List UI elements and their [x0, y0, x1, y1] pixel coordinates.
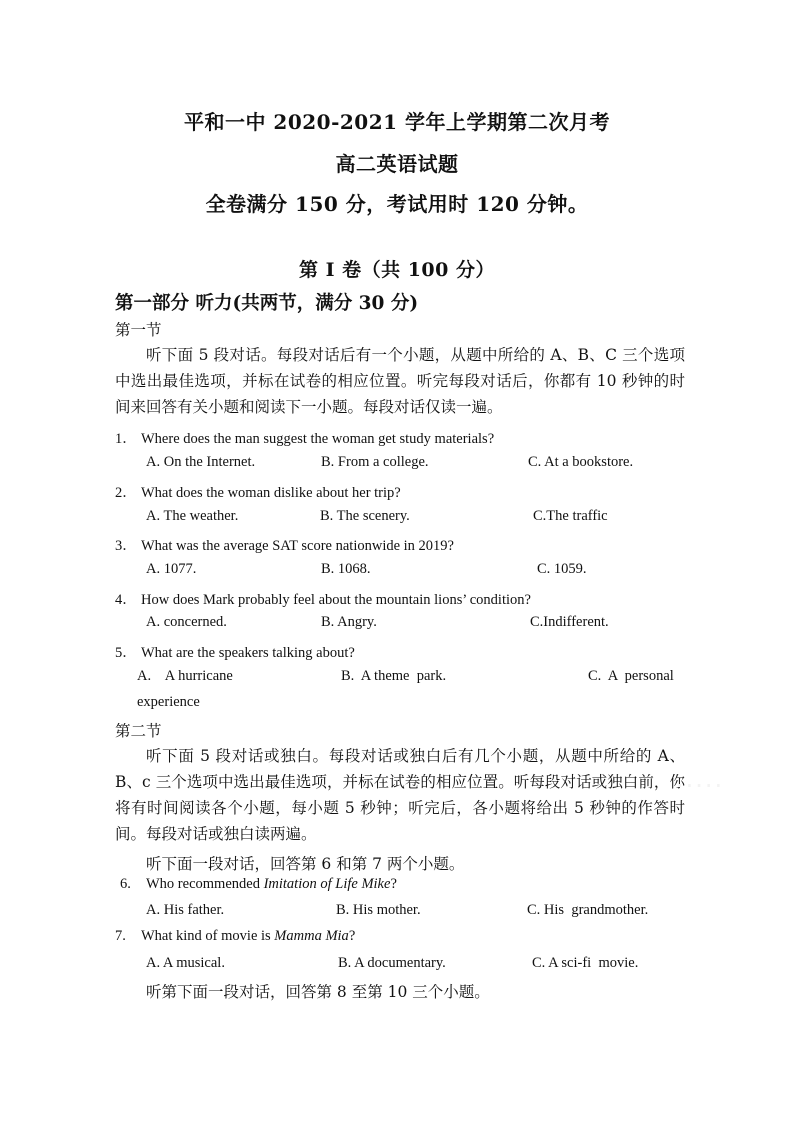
- question-1: [115, 427, 494, 448]
- question-text-italic: Mamma Mia: [274, 928, 349, 944]
- question-number: 1．: [115, 431, 137, 447]
- q2-option-a: A. The weather.: [146, 508, 239, 524]
- volume-title: 第 I 卷（共 100 分）: [298, 259, 495, 281]
- question-text: What are the speakers talking about?: [141, 645, 355, 661]
- exam-title: 平和一中 2020-2021 学年上学期第二次月考: [183, 110, 611, 134]
- question-5: [115, 641, 355, 662]
- question-text: What was the average SAT score nationwide in 2019?: [141, 538, 454, 554]
- q7-option-b: B. A documentary.: [338, 955, 446, 971]
- question-text-italic: Imitation of Life Mike: [263, 876, 391, 892]
- q2-option-c: C.The traffic: [533, 508, 608, 524]
- section2-label: 第二节: [115, 722, 162, 740]
- q1-option-a: A. On the Internet.: [146, 454, 256, 470]
- q5-option-b: B. A theme park.: [341, 668, 447, 684]
- q7-option-a: A. A musical.: [146, 955, 225, 971]
- q3-option-c: C. 1059.: [537, 561, 587, 577]
- q5-option-c-wrap: experience: [137, 694, 200, 710]
- q2-option-b: B. The scenery.: [320, 508, 410, 524]
- section2-instructions: 听下面 5 段对话或独白。每段对话或独白后有几个小题，从题中所给的 A、B、c 三个选项中选出最佳选项，并标在试卷的相应位置。听每段对话或独白前，你将有时间阅读各个小题，每小题 5 秒钟；听完后，各小题将给出 5 秒钟的作答时间。每段对话或独白读两遍。: [115, 747, 685, 843]
- exam-subject: 高二英语试题: [335, 152, 459, 176]
- q5-option-c: C. A personal: [588, 668, 674, 684]
- q1-option-b: B. From a college.: [321, 454, 429, 470]
- question-text: What does the woman dislike about her trip?: [141, 485, 401, 501]
- q6-option-a: A. His father.: [146, 902, 225, 918]
- question-number: 6.: [120, 876, 131, 892]
- question-text: How does Mark probably feel about the mountain lions’ condition?: [141, 592, 531, 608]
- section2-lead-1: 听下面一段对话，回答第 6 和第 7 两个小题。: [146, 855, 465, 873]
- question-text-prefix: What kind of movie is: [141, 928, 275, 944]
- question-4: [115, 588, 531, 609]
- part1-title: 第一部分 听力(共两节，满分 30 分): [115, 293, 419, 314]
- q6-option-c: C. His grandmother.: [527, 902, 649, 918]
- q6-option-b: B. His mother.: [336, 902, 421, 918]
- q4-option-b: B. Angry.: [321, 614, 377, 630]
- q1-option-c: C. At a bookstore.: [528, 454, 634, 470]
- q5-option-a: A. A hurricane: [137, 668, 233, 684]
- q3-option-b: B. 1068.: [321, 561, 371, 577]
- exam-score-time: 全卷满分 150 分，考试用时 120 分钟。: [205, 192, 589, 216]
- question-2: [115, 481, 401, 502]
- q7-option-c: C. A sci-fi movie.: [532, 955, 639, 971]
- q4-option-c: C.Indifferent.: [530, 614, 609, 630]
- q4-option-a: A. concerned.: [146, 614, 227, 630]
- question-number: 2．: [115, 485, 137, 501]
- question-number: 4．: [115, 592, 137, 608]
- question-text: Where does the man suggest the woman get study materials?: [141, 431, 495, 447]
- section1-instructions: 听下面 5 段对话。每段对话后有一个小题，从题中所给的 A、B、C 三个选项中选出最佳选项，并标在试卷的相应位置。听完每段对话后，你都有 10 秒钟的时间来回答有关小题和阅读下一小题。每段对话仅读一遍。: [115, 346, 685, 416]
- section2-lead-2: 听第下面一段对话，回答第 8 至第 10 三个小题。: [146, 983, 490, 1001]
- question-7: [115, 928, 355, 945]
- question-3: [115, 534, 454, 555]
- question-text-suffix: ?: [390, 876, 397, 892]
- section1-label: 第一节: [115, 321, 162, 339]
- question-text-prefix: Who recommended: [146, 876, 264, 892]
- question-text-suffix: ?: [348, 928, 356, 944]
- question-number: 5．: [115, 645, 137, 661]
- question-number: 7.: [115, 928, 126, 944]
- q3-option-a: A. 1077.: [146, 561, 197, 577]
- watermark: ·····: [676, 772, 725, 800]
- question-6: [120, 876, 397, 893]
- question-number: 3．: [115, 538, 137, 554]
